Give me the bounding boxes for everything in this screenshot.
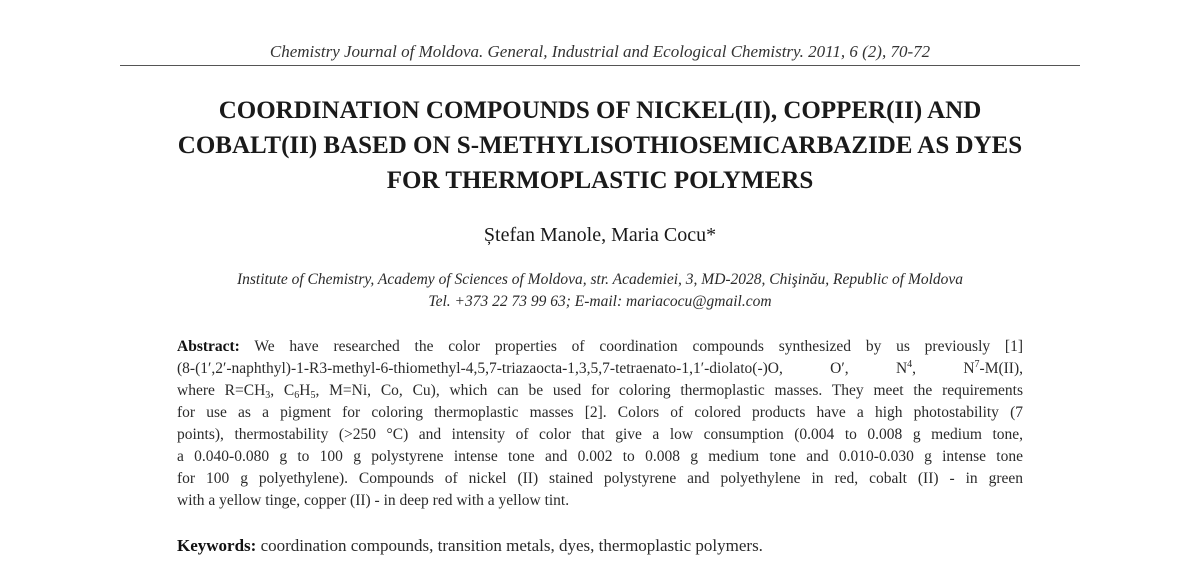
title-line-2: COBALT(II) BASED ON S-METHYLISOTHIOSEMICARBAZIDE AS DYES xyxy=(177,132,1023,159)
abstract-line-3-c: H xyxy=(299,382,311,399)
abstract-line-2-mid: , N xyxy=(912,360,975,377)
abstract-line-1-text: We have researched the color properties of coordination compounds synthesized by us previously [1] xyxy=(254,338,1023,355)
abstract-line-2 xyxy=(177,358,1023,380)
abstract-label: Abstract: xyxy=(177,338,240,355)
title-line-1: COORDINATION COMPOUNDS OF NICKEL(II), COPPER(II) AND xyxy=(218,97,982,124)
keywords-section xyxy=(177,534,1023,558)
keywords-label: Keywords: xyxy=(177,536,257,555)
journal-running-header: Chemistry Journal of Moldova. General, Industrial and Ecological Chemistry. 2011, 6 (2), 70-72 xyxy=(269,42,931,61)
abstract-line-4: for use as a pigment for coloring thermoplastic masses [2]. Colors of colored products have a high photostability (7 xyxy=(177,404,1023,421)
subscript-6: 6 xyxy=(294,390,300,401)
paper-title xyxy=(80,93,1120,198)
abstract-section xyxy=(177,336,1023,512)
abstract-line-5: points), thermostability (>250 °C) and intensity of color that give a low consumption (0.004 to 0.008 g medium tone, xyxy=(177,426,1023,443)
abstract-line-6: a 0.040-0.080 g to 100 g polystyrene intense tone and 0.002 to 0.008 g medium tone and 0.010-0.030 g intense tone xyxy=(177,448,1023,465)
abstract-line-7: for 100 g polyethylene). Compounds of nickel (II) stained polystyrene and polyethylene in red, cobalt (II) - in green xyxy=(177,470,1023,487)
affiliation-block xyxy=(120,269,1080,313)
abstract-line-3-d: , M=Ni, Co, Cu), which can be used for coloring thermoplastic masses. They meet the requirements xyxy=(315,382,1023,399)
contact-info: Tel. +373 22 73 99 63; E-mail: mariacocu@gmail.com xyxy=(428,293,772,310)
title-line-3: FOR THERMOPLASTIC POLYMERS xyxy=(386,167,814,194)
subscript-3: 3 xyxy=(265,390,271,401)
superscript-7: 7 xyxy=(974,359,980,370)
superscript-4: 4 xyxy=(907,359,913,370)
abstract-line-1 xyxy=(177,336,1023,358)
abstract-line-3-b: , C xyxy=(270,382,295,399)
institute-address: Institute of Chemistry, Academy of Sciences of Moldova, str. Academiei, 3, MD-2028, Chişinău, Republic of Moldova xyxy=(236,271,964,288)
header-divider xyxy=(120,65,1080,66)
abstract-line-2-text: (8-(1′,2′-naphthyl)-1-R3-methyl-6-thiomethyl-4,5,7-triazaocta-1,3,5,7-tetraenato-1,1′-diolato(-)O, O′, N xyxy=(177,360,908,377)
subscript-5: 5 xyxy=(310,390,316,401)
author-list: Ștefan Manole, Maria Cocu* xyxy=(483,224,717,246)
keywords-text: coordination compounds, transition metals, dyes, thermoplastic polymers. xyxy=(260,536,763,555)
abstract-line-2-end: -M(II), xyxy=(979,360,1023,377)
abstract-line-3 xyxy=(177,380,1023,402)
abstract-line-3-a: where R=CH xyxy=(177,382,266,399)
abstract-line-8: with a yellow tinge, copper (II) - in deep red with a yellow tint. xyxy=(177,492,570,509)
